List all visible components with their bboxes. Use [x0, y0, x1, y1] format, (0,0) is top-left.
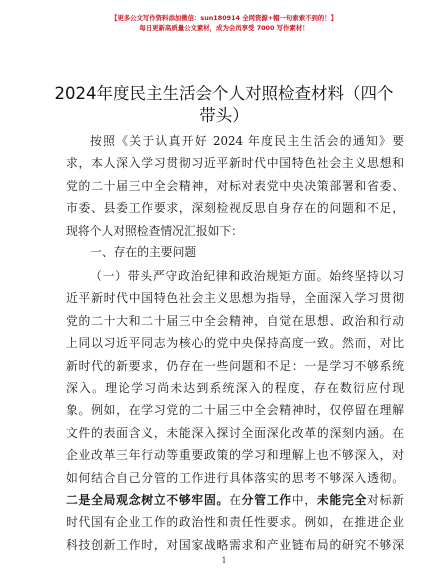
- page-number: 1: [221, 556, 227, 565]
- intro-line: 党的二十届三中全会精神，对标对表党中央决策部署和省委、: [66, 178, 404, 193]
- para-line: 时代国有企业工作的政治性和责任性要求。例如，在推进企业: [66, 515, 404, 530]
- para-line: 党的二十大和二十届三中全会精神，自觉在思想、政治和行动: [66, 313, 404, 328]
- bold-text: 二是全局观念树立不够牢固。: [66, 492, 230, 507]
- intro-line: 按照《关于认真开好 2024 年度民主生活会的通知》要: [90, 134, 404, 148]
- intro-line: 市委、县委工作要求，深刻检视反思自身存在的问题和不足，: [66, 201, 404, 216]
- section-heading: 一、存在的主要问题: [90, 245, 197, 259]
- para-line: 象。例如，在学习党的二十届三中全会精神时，仅停留在理解: [66, 403, 404, 418]
- document-title: 2024年度民主生活会个人对照检查材料（四个带头）: [54, 84, 394, 125]
- para-line: 文件的表面含义，未能深入探讨全面深化改革的深刻内涵。在: [66, 425, 404, 440]
- para-line-mixed: [66, 489, 404, 511]
- bold-text: 未能完全: [316, 492, 368, 507]
- plain-text: 在: [229, 492, 242, 507]
- para-line: 上同以习近平同志为核心的党中央保持高度一致。然而，对比: [66, 336, 404, 351]
- plain-text: 中，: [291, 492, 317, 507]
- plain-text: 对标新: [367, 492, 404, 507]
- banner-line-2: 每日更新高质量公文素材，成为会员享受 7000 写作素材！: [139, 24, 309, 32]
- para-line: 近平新时代中国特色社会主义思想为指导，全面深入学习贯彻: [66, 291, 404, 306]
- intro-line: 现将个人对照检查情况汇报如下：: [66, 223, 243, 238]
- para-line: 如何结合自己分管的工作进行具体落实的思考不够深入透彻。: [66, 470, 404, 485]
- promo-banner: [0, 14, 448, 33]
- intro-line: 求，本人深入学习贯彻习近平新时代中国特色社会主义思想和: [66, 156, 404, 171]
- section-paragraph: [66, 265, 404, 556]
- para-line: （一）带头严守政治纪律和政治规矩方面。始终坚持以习: [90, 269, 404, 283]
- bold-text: 分管工作: [241, 492, 292, 507]
- para-line: 新时代的新要求，仍存在一些问题和不足：一是学习不够系统: [66, 358, 404, 373]
- para-line: 企业改革三年行动等重要政策的学习和理解上也不够深入，对: [66, 448, 404, 463]
- para-line: 深入。理论学习尚未达到系统深入的程度，存在数衍应付现: [66, 380, 404, 395]
- banner-line-1: 【更多公文写作资料添加微信：sun180914 全网资源+帽一句索索不到的！】: [110, 14, 338, 22]
- intro-paragraph: [66, 130, 404, 242]
- para-line: 科技创新工作时，对国家战略需求和产业链布局的研究不够深: [66, 537, 404, 552]
